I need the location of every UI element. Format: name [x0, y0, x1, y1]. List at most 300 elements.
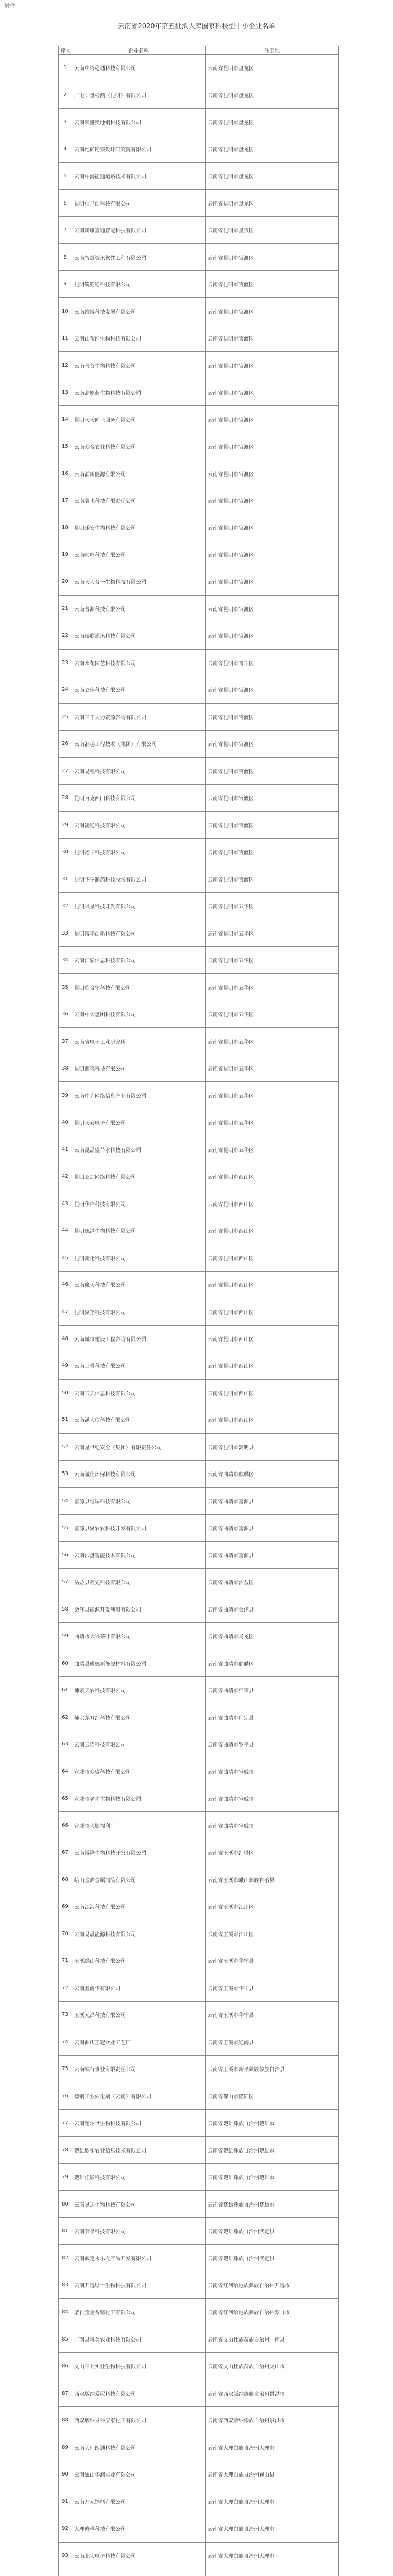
company-name: 宣威市火腿福利厂 — [72, 1812, 206, 1839]
registered-address: 云南省昆明市盘龙区 — [206, 135, 339, 162]
company-name: 峨山金峰金属制品有限公司 — [72, 1866, 206, 1893]
company-name: 云南中咨稳通科技有限公司 — [72, 55, 206, 81]
company-name: 云南武定永乐农产品开发有限公司 — [72, 2245, 206, 2272]
registered-address: 云南省大理白族自治州巍山县 — [206, 2461, 339, 2488]
column-header-company: 企业名称 — [72, 46, 206, 55]
table-row — [59, 2326, 339, 2352]
company-name: 云南中海能通道路技术有限公司 — [72, 162, 206, 189]
registered-address: 云南省玉溪市红塔区 — [206, 1839, 339, 1866]
company-name: 玉溪元昌科技有限公司 — [72, 2001, 206, 2028]
company-name: 云南诚佳环保科技有限公司 — [72, 1461, 206, 1487]
company-table — [58, 46, 339, 2576]
row-index: 80 — [59, 2191, 72, 2217]
table-row — [59, 785, 339, 811]
registered-address: 云南省昆明市西山区 — [206, 1352, 339, 1379]
company-name: 昆明兴星科技开发有限公司 — [72, 893, 206, 920]
registered-address: 云南省昆明市五华区 — [206, 1028, 339, 1055]
company-name: 云南领盛奥地钢科技有限公司 — [72, 108, 206, 135]
company-name: 云南大理四通科技有限公司 — [72, 2434, 206, 2461]
company-name: 云南浦新能源有限公司 — [72, 460, 206, 487]
registered-address: 云南省昆明市五华区 — [206, 974, 339, 1001]
table-header — [59, 46, 339, 55]
registered-address: 云南省昆明市官渡区 — [206, 460, 339, 487]
row-index: 19 — [59, 541, 72, 568]
company-name: 云南中为网络信息产业有限公司 — [72, 1082, 206, 1109]
company-name: 云南北大电子科技有限公司 — [72, 2542, 206, 2569]
company-name: 昆明华信科技有限公司 — [72, 1190, 206, 1217]
row-index: 62 — [59, 1704, 72, 1731]
table-row — [59, 1109, 339, 1136]
registered-address: 云南省玉溪市江川区 — [206, 1893, 339, 1920]
registered-address: 云南省昆明市西山区 — [206, 1271, 339, 1298]
registered-address: 云南省西双版纳傣族自治州景洪市 — [206, 2407, 339, 2434]
company-name: 云南巍山华润实业有限公司 — [72, 2461, 206, 2488]
table-row — [59, 1461, 339, 1487]
registered-address: 云南省昆明市五华区 — [206, 1109, 339, 1136]
table-row — [59, 2109, 339, 2136]
row-index: 82 — [59, 2245, 72, 2272]
row-index: 49 — [59, 1352, 72, 1379]
registered-address: 云南省玉溪市峨山彝族自治县 — [206, 1866, 339, 1893]
row-index: 22 — [59, 622, 72, 649]
registered-address: 云南省西双版纳傣族自治州景洪市 — [206, 2380, 339, 2406]
table-row — [59, 1379, 339, 1406]
row-index: 69 — [59, 1893, 72, 1920]
company-name: 师宗天农科技有限公司 — [72, 1677, 206, 1704]
registered-address: 云南省保山市隆阳区 — [206, 2082, 339, 2109]
registered-address: 云南省昆明市官渡区 — [206, 622, 339, 649]
company-name: 云南山莹红生物科技有限公司 — [72, 325, 206, 351]
column-header-address: 注册地 — [206, 46, 339, 55]
registered-address: 云南省昆明市官渡区 — [206, 703, 339, 730]
row-index: 39 — [59, 1082, 72, 1109]
page-title: 云南省2020年第五批拟入库国家科技型中小企业名单 — [117, 23, 276, 30]
row-index: 15 — [59, 433, 72, 460]
company-name: 昆明华生制药科技股份有限公司 — [72, 866, 206, 892]
registered-address: 云南省昆明市五华区 — [206, 1136, 339, 1163]
row-index: 78 — [59, 2137, 72, 2163]
registered-address: 云南省昆明市盘龙区 — [206, 81, 339, 108]
table-row — [59, 1731, 339, 1758]
row-index: 25 — [59, 703, 72, 730]
row-index: 40 — [59, 1109, 72, 1136]
row-index: 23 — [59, 649, 72, 676]
table-row — [59, 325, 339, 351]
company-name: 大理修玛科技有限公司 — [72, 2515, 206, 2542]
company-name: 云南魔天科技有限公司 — [72, 1271, 206, 1298]
table-row — [59, 1082, 339, 1109]
row-index: 52 — [59, 1433, 72, 1460]
row-index: 8 — [59, 244, 72, 270]
company-name: 曲靖市大兴茶叶有限公司 — [72, 1623, 206, 1650]
registered-address: 云南省昆明市官渡区 — [206, 244, 339, 270]
table-row — [59, 1217, 339, 1244]
row-index: 91 — [59, 2488, 72, 2515]
registered-address: 云南省玉溪市华宁县 — [206, 1947, 339, 1974]
table-row — [59, 2217, 339, 2244]
registered-address: 云南省昆明市五华区 — [206, 946, 339, 973]
table-row — [59, 2163, 339, 2190]
company-name: 云南铁行事业有限责任公司 — [72, 2055, 206, 2082]
table-row — [59, 1001, 339, 1027]
table-row — [59, 2299, 339, 2326]
company-name: 云南开远绿世生物科技有限公司 — [72, 2272, 206, 2298]
registered-address: 云南省昆明市官渡区 — [206, 568, 339, 595]
registered-address: 云南省昆明市五华区 — [206, 893, 339, 920]
table-row — [59, 514, 339, 541]
row-index: 45 — [59, 1244, 72, 1271]
company-name: 楚雄欣和农业信息技术有限公司 — [72, 2137, 206, 2163]
company-name: 云南凌通科技有限公司 — [72, 811, 206, 838]
registered-address: 云南省大理白族自治州大理市 — [206, 2542, 339, 2569]
row-index: 43 — [59, 1190, 72, 1217]
registered-address: 云南省昆明市西山区 — [206, 1379, 339, 1406]
row-index: 46 — [59, 1271, 72, 1298]
row-index: 73 — [59, 2001, 72, 2028]
table-row — [59, 1163, 339, 1190]
registered-address: 云南省昆明市官渡区 — [206, 731, 339, 757]
table-row — [59, 1677, 339, 1704]
registered-address: 云南省红河哈尼族彝族自治州蒙自市 — [206, 2299, 339, 2326]
registered-address: 云南省曲靖市沾益区 — [206, 1569, 339, 1596]
table-row — [59, 920, 339, 946]
registered-address: 云南省昆明市西山区 — [206, 1406, 339, 1433]
table-row — [59, 2137, 339, 2163]
table-row — [59, 2245, 339, 2272]
table-row — [59, 460, 339, 487]
registered-address: 云南省昆明市晋宁区 — [206, 649, 339, 676]
registered-address: 云南省楚雄彝族自治州武定县 — [206, 2217, 339, 2244]
registered-address: 云南省曲靖市麒麟区 — [206, 1650, 339, 1676]
table-row — [59, 1866, 339, 1893]
company-name: 云南沙盘智能技术有限公司 — [72, 1541, 206, 1568]
row-index: 79 — [59, 2163, 72, 2190]
company-name: 云南易程科技有限公司 — [72, 757, 206, 784]
registered-address: 云南省昆明市官渡区 — [206, 514, 339, 541]
registered-address: 云南省红河哈尼族彝族自治州开远市 — [206, 2272, 339, 2298]
company-name: 云南三骨科技有限公司 — [72, 1352, 206, 1379]
company-name: 云南翼飞科技有限责任公司 — [72, 487, 206, 514]
company-name: 云南曲庆王冠饮业工艺厂 — [72, 2028, 206, 2055]
row-index: 7 — [59, 216, 72, 243]
company-name: 云南维博科技发展有限公司 — [72, 298, 206, 325]
registered-address: 云南省楚雄彝族自治州楚雄市 — [206, 2163, 339, 2190]
table-row — [59, 190, 339, 216]
table-row — [59, 1947, 339, 1974]
row-index: 42 — [59, 1163, 72, 1190]
registered-address: 云南省昆明市官渡区 — [206, 433, 339, 460]
table-row — [59, 1596, 339, 1622]
company-name: 云南中大惠团科技有限公司 — [72, 1001, 206, 1027]
registered-address: 云南省曲靖市师宗县 — [206, 1704, 339, 1731]
company-name: 蒙自宝金香馨化工有限公司 — [72, 2299, 206, 2326]
registered-address: 云南省昆明市五华区 — [206, 1055, 339, 1081]
table-row — [59, 487, 339, 514]
registered-address: 云南省昆明市官渡区 — [206, 352, 339, 379]
company-name: 云南善谷生物科技有限公司 — [72, 352, 206, 379]
registered-address: 云南省文山壮族苗族自治州文山市 — [206, 2353, 339, 2380]
table-row — [59, 2569, 339, 2576]
registered-address: 云南省昆明市官渡区 — [206, 757, 339, 784]
company-name: 云南高原蓝生物科技有限公司 — [72, 379, 206, 405]
registered-address: 云南省昆明市五华区 — [206, 920, 339, 946]
row-index: 72 — [59, 1974, 72, 2001]
company-name: 昆明德港生物科技有限公司 — [72, 1217, 206, 1244]
table-body — [59, 55, 339, 2576]
row-index: 47 — [59, 1298, 72, 1325]
company-name: 玉溪绿山科技有限公司 — [72, 1947, 206, 1974]
registered-address: 云南省曲靖市会泽县 — [206, 1596, 339, 1622]
company-name: 广南县科美农业科技有限公司 — [72, 2326, 206, 2352]
registered-address: 云南省曲靖市富源县 — [206, 1515, 339, 1541]
company-name: 云南芸泉科技有限公司 — [72, 2217, 206, 2244]
registered-address: 云南省昆明市西山区 — [206, 1298, 339, 1325]
table-row — [59, 1352, 339, 1379]
table-row — [59, 731, 339, 757]
table-row — [59, 379, 339, 405]
registered-address: 云南省玉溪市华宁县 — [206, 2001, 339, 2028]
company-name: 云南映鸣科技有限公司 — [72, 541, 206, 568]
table-row — [59, 811, 339, 838]
company-name: 文山三七实业生物科技有限公司 — [72, 2353, 206, 2380]
row-index: 16 — [59, 460, 72, 487]
row-index: 9 — [59, 270, 72, 297]
table-row — [59, 1812, 339, 1839]
row-index: 88 — [59, 2407, 72, 2434]
company-name: 云南立佳科技有限公司 — [72, 676, 206, 703]
registered-address: 云南省曲靖市罗平县 — [206, 1731, 339, 1758]
table-row — [59, 1920, 339, 1947]
table-row — [59, 622, 339, 649]
company-name: 昆明临舍宁科技有限公司 — [72, 974, 206, 1001]
row-index: 90 — [59, 2461, 72, 2488]
registered-address: 云南省昆明市官渡区 — [206, 298, 339, 325]
row-index: 54 — [59, 1487, 72, 1514]
registered-address: 云南省昆明市西山区 — [206, 1217, 339, 1244]
company-name: 曲靖县耀德新能源材料有限公司 — [72, 1650, 206, 1676]
row-index: 32 — [59, 893, 72, 920]
row-index: 13 — [59, 379, 72, 405]
registered-address: 云南省昆明市盘龙区 — [206, 190, 339, 216]
company-name: 昆明百克西门科技有限公司 — [72, 785, 206, 811]
header-row — [59, 46, 339, 55]
registered-address: 云南省楚雄彝族自治州楚雄市 — [206, 2137, 339, 2163]
table-row — [59, 2434, 339, 2461]
row-index: 92 — [59, 2515, 72, 2542]
row-index: 57 — [59, 1569, 72, 1596]
company-name: 会泽县能源开发利用有限公司 — [72, 1596, 206, 1622]
row-index: 55 — [59, 1515, 72, 1541]
table-row — [59, 1028, 339, 1055]
table-row — [59, 2028, 339, 2055]
table-row — [59, 1623, 339, 1650]
row-index: 36 — [59, 1001, 72, 1027]
registered-address: 云南省大理白族自治州大理市 — [206, 2434, 339, 2461]
table-row — [59, 703, 339, 730]
registered-address: 云南省曲靖市宣威市 — [206, 1812, 339, 1839]
row-index: 10 — [59, 298, 72, 325]
table-row — [59, 1515, 339, 1541]
row-index: 86 — [59, 2353, 72, 2380]
company-name: 云南三千人力资源咨询有限公司 — [72, 703, 206, 730]
table-row — [59, 2353, 339, 2380]
table-row — [59, 2407, 339, 2434]
company-name: 云南云语科技有限公司 — [72, 1731, 206, 1758]
table-row — [59, 406, 339, 433]
company-name: 昆明博华创新科技有限公司 — [72, 920, 206, 946]
table-row — [59, 595, 339, 622]
company-name: 昆明亚加网络科技有限公司 — [72, 1163, 206, 1190]
row-index: 41 — [59, 1136, 72, 1163]
attachment-label: 附件 — [4, 3, 15, 9]
company-name: 云南众合农业科技有限公司 — [72, 433, 206, 460]
registered-address: 云南省楚雄彝族自治州楚雄市 — [206, 2109, 339, 2136]
table-row — [59, 1785, 339, 1812]
company-name: 西双版纳爱尼科技有限公司 — [72, 2380, 206, 2406]
row-index: 60 — [59, 1650, 72, 1676]
company-name: 宣威市众盛科技有限公司 — [72, 1758, 206, 1785]
row-index: 76 — [59, 2082, 72, 2109]
row-index: 44 — [59, 1217, 72, 1244]
company-name: 宣威市老才生物科技有限公司 — [72, 1785, 206, 1812]
table-row — [59, 2272, 339, 2298]
row-index: 70 — [59, 1920, 72, 1947]
registered-address: 云南省昆明市官渡区 — [206, 487, 339, 514]
registered-address: 云南省昆明市官渡区 — [206, 541, 339, 568]
company-name: 昆明聚翔科技有限公司 — [72, 1298, 206, 1325]
row-index: 24 — [59, 676, 72, 703]
row-index: 85 — [59, 2326, 72, 2352]
table-row — [59, 541, 339, 568]
table-row — [59, 676, 339, 703]
registered-address: 云南省曲靖市宣威市 — [206, 1758, 339, 1785]
row-index: 31 — [59, 866, 72, 892]
registered-address: 云南省昆明市官渡区 — [206, 866, 339, 892]
row-index: 33 — [59, 920, 72, 946]
company-name: 云南易晨能源科技有限公司 — [72, 1920, 206, 1947]
table-row — [59, 352, 339, 379]
registered-address: 云南省昆明市盘龙区 — [206, 55, 339, 81]
row-index: 30 — [59, 839, 72, 866]
company-name: 德钢工业催化剂（云南）有限公司 — [72, 2082, 206, 2109]
registered-address: 云南省昆明市官渡区 — [206, 379, 339, 405]
registered-address: 云南省楚雄彝族自治州楚雄市 — [206, 2191, 339, 2217]
table-row — [59, 1569, 339, 1596]
row-index: 34 — [59, 946, 72, 973]
table-row — [59, 1055, 339, 1081]
company-name: 云南地矿勘察设计研究院有限公司 — [72, 135, 206, 162]
table-row — [59, 2055, 339, 2082]
table-row — [59, 2001, 339, 2028]
row-index: 65 — [59, 1785, 72, 1812]
table-row — [59, 568, 339, 595]
company-name: 昆明蓝森科技有限公司 — [72, 1055, 206, 1081]
table-row — [59, 2515, 339, 2542]
row-index: 61 — [59, 1677, 72, 1704]
company-name — [72, 2569, 206, 2576]
registered-address: 云南省昆明市五华区 — [206, 1082, 339, 1109]
company-name: 富源县聚农农科技开发有限公司 — [72, 1515, 206, 1541]
row-index: 64 — [59, 1758, 72, 1785]
row-index: 93 — [59, 2542, 72, 2569]
row-index: 28 — [59, 785, 72, 811]
company-name: 昆明天天向上服务有限公司 — [72, 406, 206, 433]
registered-address: 云南省楚雄彝族自治州武定县 — [206, 2245, 339, 2272]
registered-address: 云南省昆明市官渡区 — [206, 676, 339, 703]
company-name: 楚雄佳影科技有限公司 — [72, 2163, 206, 2190]
company-name: 云南水花园艺科技有限公司 — [72, 649, 206, 676]
row-index: 12 — [59, 352, 72, 379]
row-index: 3 — [59, 108, 72, 135]
table-row — [59, 433, 339, 460]
row-index: 11 — [59, 325, 72, 351]
registered-address: 云南省昆明市西山区 — [206, 1325, 339, 1352]
table-row — [59, 649, 339, 676]
registered-address: 云南省昆明市官渡区 — [206, 595, 339, 622]
registered-address: 云南省昆明市盘龙区 — [206, 162, 339, 189]
company-name: 沾益县领先科技有限公司 — [72, 1569, 206, 1596]
row-index: 38 — [59, 1055, 72, 1081]
registered-address — [206, 2569, 339, 2576]
row-index: 17 — [59, 487, 72, 514]
table-row — [59, 974, 339, 1001]
table-row — [59, 2191, 339, 2217]
column-header-index: 序号 — [59, 46, 72, 55]
company-name: 昆明锐勤通科技有限公司 — [72, 270, 206, 297]
table-row — [59, 2082, 339, 2109]
row-index: 37 — [59, 1028, 72, 1055]
registered-address: 云南省曲靖市富源县 — [206, 1541, 339, 1568]
company-name: 云南满大信科技有限公司 — [72, 1406, 206, 1433]
row-index: 27 — [59, 757, 72, 784]
registered-address: 云南省昆明市官渡区 — [206, 270, 339, 297]
company-name: 云南新康富通智能科技有限公司 — [72, 216, 206, 243]
row-index: 26 — [59, 731, 72, 757]
registered-address: 云南省昆明市官渡区 — [206, 785, 339, 811]
registered-address: 云南省曲靖市马龙区 — [206, 1623, 339, 1650]
company-name: 昆明德卡科技有限公司 — [72, 839, 206, 866]
table-row — [59, 298, 339, 325]
registered-address: 云南省昆明市西山区 — [206, 1163, 339, 1190]
table-row — [59, 81, 339, 108]
table-row — [59, 1190, 339, 1217]
row-index: 67 — [59, 1839, 72, 1866]
company-name: 云南博隆生物科技开发有限公司 — [72, 1839, 206, 1866]
company-name: 云南智慧资讯软件工程有限公司 — [72, 244, 206, 270]
table-row — [59, 1839, 339, 1866]
table-row — [59, 270, 339, 297]
row-index: 81 — [59, 2217, 72, 2244]
registered-address: 云南省曲靖市富源县 — [206, 1487, 339, 1514]
company-name: 云南显达生物科技有限公司 — [72, 2191, 206, 2217]
company-name: 云南普源科技有限公司 — [72, 595, 206, 622]
table-row — [59, 162, 339, 189]
row-index: 51 — [59, 1406, 72, 1433]
registered-address: 云南省昆明市呈贡区 — [206, 216, 339, 243]
registered-address: 云南省昆明市西山区 — [206, 1244, 339, 1271]
registered-address: 云南省昆明市官渡区 — [206, 406, 339, 433]
row-index: 74 — [59, 2028, 72, 2055]
row-index: 75 — [59, 2055, 72, 2082]
company-name: 云南乃元饲料有限公司 — [72, 2488, 206, 2515]
table-row — [59, 244, 339, 270]
registered-address: 云南省昆明市五华区 — [206, 1001, 339, 1027]
row-index: 18 — [59, 514, 72, 541]
row-index: 56 — [59, 1541, 72, 1568]
row-index: 59 — [59, 1623, 72, 1650]
row-index: 29 — [59, 811, 72, 838]
table-row — [59, 893, 339, 920]
